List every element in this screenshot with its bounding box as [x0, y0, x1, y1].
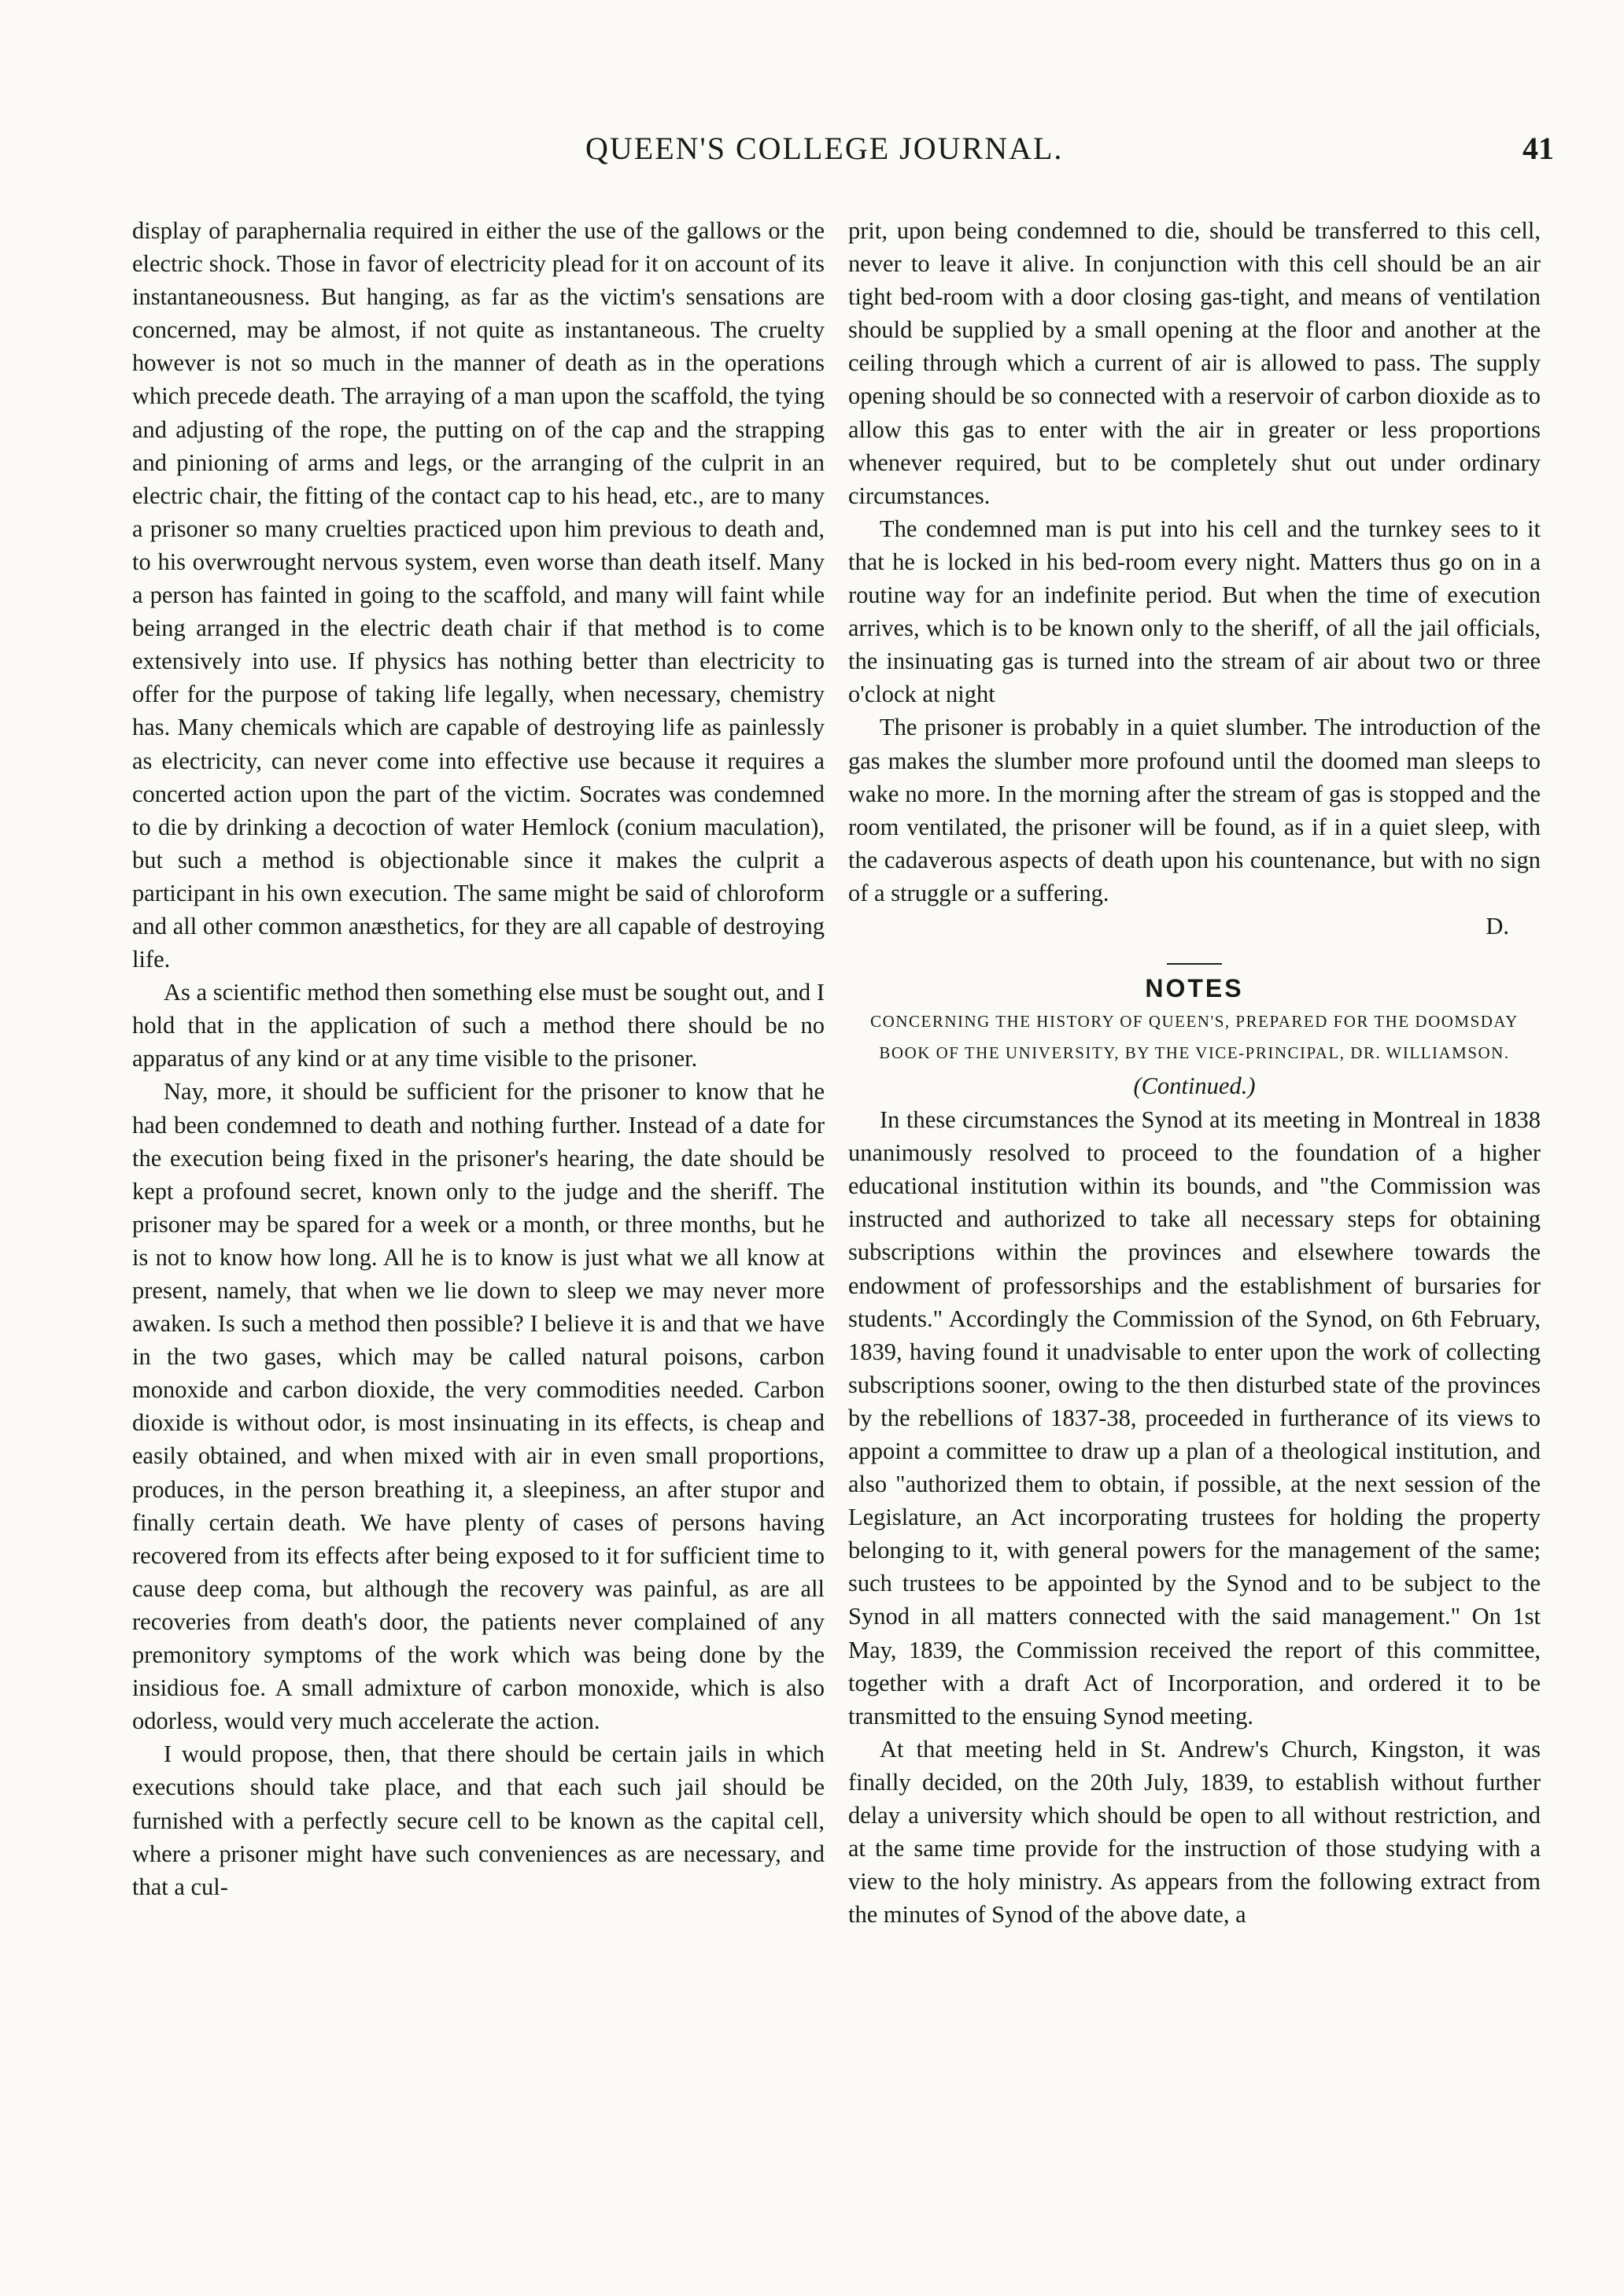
running-header [0, 130, 1624, 185]
author-signature: D. [1486, 912, 1509, 939]
paragraph: prit, upon being condemned to die, should be transferred to this cell, never to leave it alive. In conjunction with this cell should be an air tight bed-room with a door closing gas-tight, and means of ventilation should be supplied by a small opening at the floor and another at the ceiling through which a current of air is allowed to pass. The supply opening should be so connected with a reservoir of carbon dioxide as to allow this gas to enter with the air in greater or less proportions whenever required, but to be completely shut out under ordinary circumstances. [848, 217, 1541, 509]
paragraph: I would propose, then, that there should be certain jails in which executions should take place, and that each such jail should be furnished with a perfectly secure cell to be known as the capital cell, where a prisoner might have such conveniences as are necessary, and that a cul- [132, 1740, 825, 1900]
continued-label: (Continued.) [1133, 1072, 1256, 1100]
section-subheading: CONCERNING THE HISTORY OF QUEEN'S, PREPARED FOR THE DOOMSDAY BOOK OF THE UNIVERSITY, BY THE VICE-PRINCIPAL, DR. WILLIAMSON. [870, 1012, 1519, 1063]
section-heading: NOTES [1145, 974, 1244, 1003]
right-column [848, 214, 1541, 1931]
section-divider [1167, 963, 1222, 965]
paragraph: At that meeting held in St. Andrew's Church, Kingston, it was finally decided, on the 20th July, 1839, to establish without further delay a university which should be open to all without restriction, and at the same time provide for the instruction of those studying with a view to the holy ministry. As appears from the following extract from the minutes of Synod of the above date, a [848, 1735, 1541, 1929]
paragraph: In these circumstances the Synod at its meeting in Montreal in 1838 unanimously resolved to proceed to the foundation of a higher educational institution within its bounds, and "the Commission was instructed and authorized to take all necessary steps for obtaining subscriptions within the provinces and elsewhere towards the endowment of professorships and the establishment of bursaries for students." Accordingly the Commission of the Synod, on 6th February, 1839, having found it unadvisable to enter upon the work of collecting subscriptions sooner, owing to the then disturbed state of the provinces by the rebellions of 1837-38, proceeded in furtherance of its views to appoint a committee to draw up a plan of a theological institution, and also "authorized them to obtain, if possible, at the next session of the Legislature, an Act incorporating trustees for holding the property belonging to it, with general powers for the management of the same; such trustees to be appointed by the Synod and to be subject to the Synod in all matters connected with the said management." On 1st May, 1839, the Commission received the report of this committee, together with a draft Act of Incorporation, and ordered it to be transmitted to the ensuing Synod meeting. [848, 1106, 1541, 1729]
paragraph: The condemned man is put into his cell and the turnkey sees to it that he is locked in his bed-room every night. Matters thus go on in a routine way for an indefinite period. But when the time of execution arrives, which is to be known only to the sheriff, of all the jail officials, the insinuating gas is turned into the stream of air about two or three o'clock at night [848, 515, 1541, 708]
page-number: 41 [1522, 131, 1554, 166]
paragraph: Nay, more, it should be sufficient for the prisoner to know that he had been condemned to death and nothing further. Instead of a date for the execution being fixed in the prisoner's hearing, the date should be kept a profound secret, known only to the judge and the sheriff. The prisoner may be spared for a week or a month, or three months, but he is not to know how long. All he is to know is just what we all know at present, namely, that when we lie down to sleep we may never more awaken. Is such a method then possible? I believe it is and that we have in the two gases, which may be called natural poisons, carbon monoxide and carbon dioxide, the very commodities needed. Carbon dioxide is without odor, is most insinuating in its effects, is cheap and easily obtained, and when mixed with air in even small proportions, produces, in the person breathing it, a sleepiness, an after stupor and finally certain death. We have plenty of cases of persons having recovered from its effects after being exposed to it for sufficient time to cause deep coma, but although the recovery was painful, as are all recoveries from death's door, the patients never complained of any premonitory symptoms of the work which was being done by the insidious foe. A small admixture of carbon monoxide, which is also odorless, would very much accelerate the action. [132, 1078, 825, 1735]
left-column [132, 214, 825, 1903]
paragraph: The prisoner is probably in a quiet slumber. The introduction of the gas makes the slumber more profound until the doomed man sleeps to wake no more. In the morning after the stream of gas is stopped and the room ventilated, the prisoner will be found, as if in a quiet sleep, with the cadaverous aspects of death upon his countenance, but with no sign of a struggle or a suffering. [848, 714, 1541, 906]
paragraph: display of paraphernalia required in either the use of the gallows or the electric shock. Those in favor of electricity plead for it on account of its instantaneousness. But hanging, as far as the victim's sensations are concerned, may be almost, if not quite as instantaneous. The cruelty however is not so much in the manner of death as in the operations which precede death. The arraying of a man upon the scaffold, the tying and adjusting of the rope, the putting on of the cap and the strapping and pinioning of arms and legs, or the arranging of the culprit in an electric chair, the fitting of the contact cap to his head, etc., are to many a prisoner so many cruelties practiced upon him previous to death and, to his overwrought nervous system, even worse than death itself. Many a person has fainted in going to the scaffold, and many will faint while being arranged in the electric death chair if that method is to come extensively into use. If physics has nothing better than electricity to offer for the purpose of taking life legally, when necessary, chemistry has. Many chemicals which are capable of destroying life as painlessly as electricity, can never come into effective use because it requires a concerted action upon the part of the victim. Socrates was condemned to die by drinking a decoction of water Hemlock (conium maculation), but such a method is objectionable since it makes the culprit a participant in his own execution. The same might be said of chloroform and all other common anæsthetics, for they are all capable of destroying life. [132, 217, 825, 973]
paragraph: As a scientific method then something else must be sought out, and I hold that in the application of such a method there should be no apparatus of any kind or at any time visible to the prisoner. [132, 979, 825, 1072]
journal-title: QUEEN'S COLLEGE JOURNAL. [585, 131, 1064, 166]
